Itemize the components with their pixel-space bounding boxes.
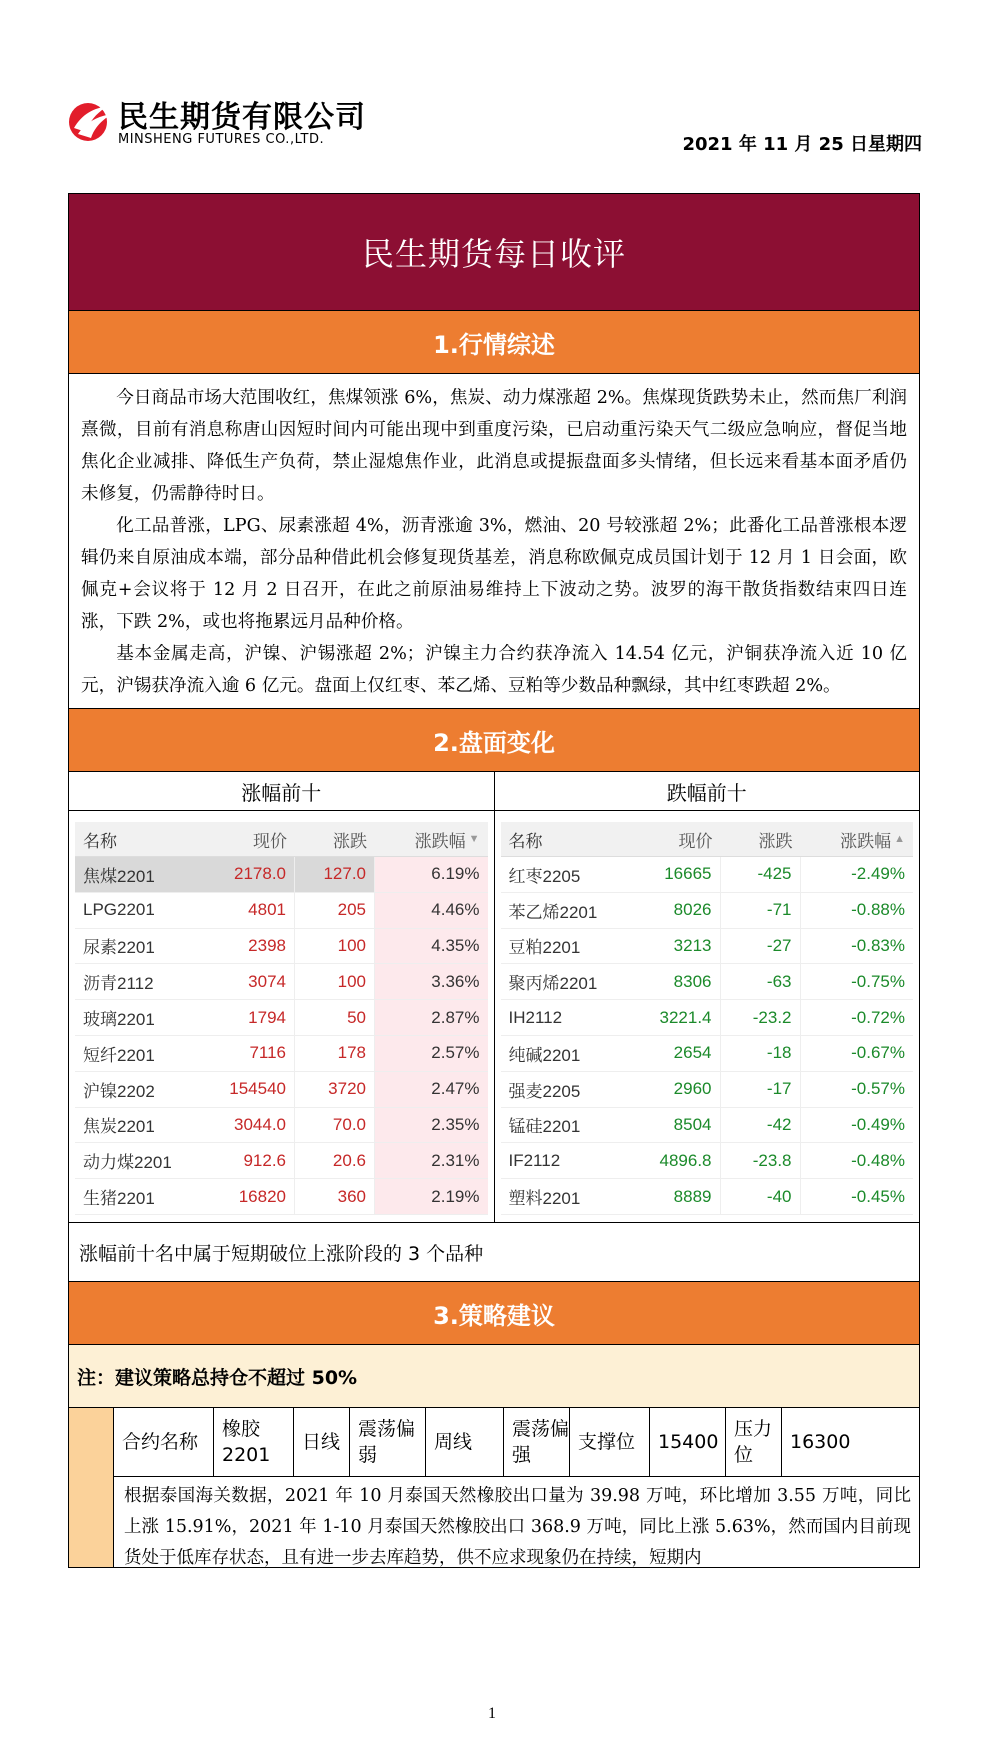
percent-change: -0.88% — [851, 900, 905, 920]
losers-table-header — [501, 822, 914, 857]
current-price: 8889 — [631, 1179, 721, 1214]
price-change: -23.2 — [721, 1000, 801, 1035]
percent-change: 2.47% — [375, 1072, 488, 1107]
current-price: 4801 — [205, 893, 295, 928]
col-pct[interactable] — [375, 822, 488, 856]
report-date: 2021 年 11 月 25 日星期四 — [682, 134, 922, 155]
overview-paragraph: 化工品普涨，LPG、尿素涨超 4%，沥青涨逾 3%，燃油、20 号较涨超 2%；此番化工品普涨根本逻辑仍来自原油成本端，部分品种借此机会修复现货基差，消息称欧佩克成员国计划于 12 月 1 日会面，欧佩克+会议将于 12 月 2 日召开，在此之前原油易维持上下波动之势。波罗的海干散货指数结束四日连涨，下跌 2%，或也将拖累远月品种价格。 — [81, 516, 907, 632]
company-name-cn: 民生期货有限公司 — [118, 100, 366, 135]
page-header — [0, 0, 984, 190]
percent-change: 2.87% — [375, 1000, 488, 1035]
price-change: 100 — [295, 929, 375, 964]
contract-label: 合约名称 — [114, 1408, 214, 1476]
support-label: 支撑位 — [570, 1408, 650, 1476]
percent-change: 4.35% — [375, 929, 488, 964]
instrument-name: 焦炭2201 — [83, 1117, 155, 1137]
percent-change: -0.67% — [851, 1043, 905, 1063]
col-name[interactable]: 名称 — [83, 831, 117, 851]
current-price: 2178.0 — [205, 857, 295, 892]
percent-change: -0.48% — [851, 1150, 905, 1170]
percent-change: 2.35% — [375, 1108, 488, 1143]
current-price: 3044.0 — [205, 1108, 295, 1143]
report-title: 民生期货每日收评 — [69, 194, 919, 311]
table-row[interactable] — [501, 1108, 914, 1144]
col-price[interactable]: 现价 — [253, 831, 287, 851]
price-change: -23.8 — [721, 1143, 801, 1178]
section-market-overview-heading: 1.行情综述 — [69, 311, 919, 374]
resistance-value: 16300 — [790, 1431, 851, 1453]
table-row[interactable] — [75, 1072, 488, 1108]
table-row[interactable] — [75, 857, 488, 893]
price-change: 100 — [295, 964, 375, 999]
table-row[interactable] — [75, 1179, 488, 1215]
gainers-column — [69, 772, 495, 1222]
current-price: 16820 — [205, 1179, 295, 1214]
company-logo — [64, 92, 364, 154]
instrument-name: 焦煤2201 — [83, 866, 155, 886]
price-change: 20.6 — [295, 1143, 375, 1178]
instrument-name: 纯碱2201 — [508, 1045, 581, 1065]
support-value: 15400 — [650, 1408, 726, 1476]
current-price: 16665 — [631, 857, 721, 892]
table-row[interactable] — [501, 929, 914, 965]
losers-column — [495, 772, 920, 1222]
instrument-name: 红枣2205 — [508, 866, 581, 886]
col-pct-label: 涨跌幅 — [840, 831, 892, 851]
price-change: -40 — [721, 1179, 801, 1214]
instrument-name: 塑料2201 — [508, 1189, 581, 1209]
price-change: 127.0 — [295, 857, 375, 892]
percent-change: -0.75% — [851, 971, 905, 991]
section-market-changes-heading: 2.盘面变化 — [69, 709, 919, 772]
daily-value: 震荡偏弱 — [350, 1408, 426, 1476]
table-row[interactable] — [501, 1036, 914, 1072]
col-pct-label: 涨跌幅 — [414, 831, 466, 851]
current-price: 4896.8 — [631, 1143, 721, 1178]
instrument-name: 沥青2112 — [83, 974, 154, 994]
daily-label: 日线 — [294, 1408, 350, 1476]
col-change[interactable]: 涨跌 — [758, 831, 793, 851]
table-row[interactable] — [501, 1179, 914, 1215]
strategy-meta-row — [114, 1408, 919, 1477]
market-overview-text — [69, 374, 919, 709]
price-change: 205 — [295, 893, 375, 928]
current-price: 8504 — [631, 1108, 721, 1143]
overview-paragraph: 今日商品市场大范围收红，焦煤领涨 6%，焦炭、动力煤涨超 2%。焦煤现货跌势未止，然而焦厂利润熹微，目前有消息称唐山因短时间内可能出现中到重度污染，已启动重污染天气二级应急响应，督促当地焦化企业减排、降低生产负荷，禁止湿熄焦作业，此消息或提振盘面多头情绪，但长远来看基本面矛盾仍未修复，仍需静待时日。 — [81, 388, 907, 504]
current-price: 2654 — [631, 1036, 721, 1071]
percent-change: 3.36% — [375, 964, 488, 999]
instrument-name: IF2112 — [508, 1150, 561, 1170]
price-change: -63 — [721, 964, 801, 999]
current-price: 2398 — [205, 929, 295, 964]
losers-table — [501, 822, 914, 1215]
col-pct[interactable] — [801, 822, 914, 856]
table-row[interactable] — [501, 1072, 914, 1108]
instrument-name: 强麦2205 — [508, 1081, 581, 1101]
current-price: 3074 — [205, 964, 295, 999]
contract-value: 橡胶 2201 — [214, 1408, 294, 1476]
table-row[interactable] — [75, 964, 488, 1000]
price-change: -42 — [721, 1108, 801, 1143]
overview-paragraph: 基本金属走高，沪镍、沪锡涨超 2%；沪镍主力合约获净流入 14.54 亿元，沪铜获净流入近 10 亿元，沪锡获净流入逾 6 亿元。盘面上仅红枣、苯乙烯、豆粕等少数品种飘绿，其中红枣跌超 2%。 — [81, 644, 907, 696]
table-row[interactable] — [501, 1000, 914, 1036]
price-change: 360 — [295, 1179, 375, 1214]
position-warning: 注：建议策略总持仓不超过 50% — [69, 1345, 919, 1408]
current-price: 2960 — [631, 1072, 721, 1107]
price-change: -71 — [721, 893, 801, 928]
gainers-table — [75, 822, 488, 1215]
instrument-name: 沪镍2202 — [83, 1081, 155, 1101]
percent-change: -0.57% — [851, 1079, 905, 1099]
weekly-value: 震荡偏强 — [504, 1408, 570, 1476]
instrument-name: LPG2201 — [83, 900, 155, 920]
section-strategy-heading: 3.策略建议 — [69, 1282, 919, 1345]
instrument-name: 短纤2201 — [83, 1045, 155, 1065]
table-row[interactable] — [75, 893, 488, 929]
price-change: -17 — [721, 1072, 801, 1107]
current-price: 8026 — [631, 893, 721, 928]
percent-change: 2.19% — [375, 1179, 488, 1214]
table-row[interactable] — [501, 857, 914, 893]
percent-change: -0.45% — [851, 1186, 905, 1206]
sort-desc-icon[interactable]: ▼ — [468, 833, 480, 845]
weekly-label: 周线 — [426, 1408, 504, 1476]
page-number: 1 — [488, 1705, 496, 1722]
col-name[interactable]: 名称 — [508, 831, 543, 851]
price-change: 3720 — [295, 1072, 375, 1107]
percent-change: -0.72% — [851, 1007, 905, 1027]
percent-change: -0.49% — [851, 1114, 905, 1134]
gainers-title: 涨幅前十 — [69, 772, 494, 811]
instrument-name: 尿素2201 — [83, 938, 155, 958]
sort-asc-icon[interactable]: ▲ — [894, 833, 905, 845]
table-row[interactable] — [501, 1143, 914, 1179]
strategy-side-bar — [69, 1408, 114, 1567]
price-change: 178 — [295, 1036, 375, 1071]
instrument-name: 苯乙烯2201 — [508, 902, 598, 922]
current-price: 3221.4 — [631, 1000, 721, 1035]
percent-change: 2.57% — [375, 1036, 488, 1071]
instrument-name: 聚丙烯2201 — [508, 974, 598, 994]
col-price[interactable]: 现价 — [678, 831, 713, 851]
instrument-name: 豆粕2201 — [508, 938, 581, 958]
instrument-name: IH2112 — [508, 1007, 563, 1027]
current-price: 3213 — [631, 929, 721, 964]
price-change: 50 — [295, 1000, 375, 1035]
percent-change: 2.31% — [375, 1143, 488, 1178]
strategy-analysis-text: 根据泰国海关数据，2021 年 10 月泰国天然橡胶出口量为 39.98 万吨，环比增加 3.55 万吨，同比上涨 15.91%，2021 年 1-10 月泰国天然橡胶出口 368.9 万吨，同比上涨 5.63%，然而国内目前现货处于低库存状态，且有进一步去库趋势，供不应求现象仍在持续，短期内 — [124, 1486, 911, 1567]
percent-change: 6.19% — [375, 857, 488, 892]
table-row[interactable] — [75, 1143, 488, 1179]
instrument-name: 玻璃2201 — [83, 1010, 155, 1030]
instrument-name: 动力煤2201 — [83, 1153, 172, 1173]
current-price: 7116 — [205, 1036, 295, 1071]
minsheng-logo-icon — [64, 92, 120, 148]
price-change: -27 — [721, 929, 801, 964]
strategy-block — [69, 1408, 919, 1567]
instrument-name: 生猪2201 — [83, 1189, 155, 1209]
company-name-en: MINSHENG FUTURES CO.,LTD. — [118, 132, 325, 147]
table-row[interactable] — [501, 964, 914, 1000]
current-price: 8306 — [631, 964, 721, 999]
instrument-name: 锰硅2201 — [508, 1117, 581, 1137]
resistance-label: 压力位 — [726, 1408, 782, 1476]
table-row[interactable] — [75, 1000, 488, 1036]
report-frame — [68, 193, 920, 1568]
table-row[interactable] — [501, 893, 914, 929]
losers-title: 跌幅前十 — [495, 772, 920, 811]
price-change: -425 — [721, 857, 801, 892]
percent-change: -2.49% — [851, 864, 905, 884]
table-row[interactable] — [75, 929, 488, 965]
current-price: 1794 — [205, 1000, 295, 1035]
table-row[interactable] — [75, 1036, 488, 1072]
current-price: 912.6 — [205, 1143, 295, 1178]
percent-change: -0.83% — [851, 935, 905, 955]
breakout-note: 涨幅前十名中属于短期破位上涨阶段的 3 个品种 — [69, 1223, 919, 1282]
col-change[interactable]: 涨跌 — [333, 831, 367, 851]
strategy-content — [114, 1408, 919, 1567]
table-row[interactable] — [75, 1108, 488, 1144]
percent-change: 4.46% — [375, 893, 488, 928]
price-change: 70.0 — [295, 1108, 375, 1143]
current-price: 154540 — [205, 1072, 295, 1107]
price-change: -18 — [721, 1036, 801, 1071]
gainers-table-header — [75, 822, 488, 857]
ranking-tables — [69, 772, 919, 1223]
